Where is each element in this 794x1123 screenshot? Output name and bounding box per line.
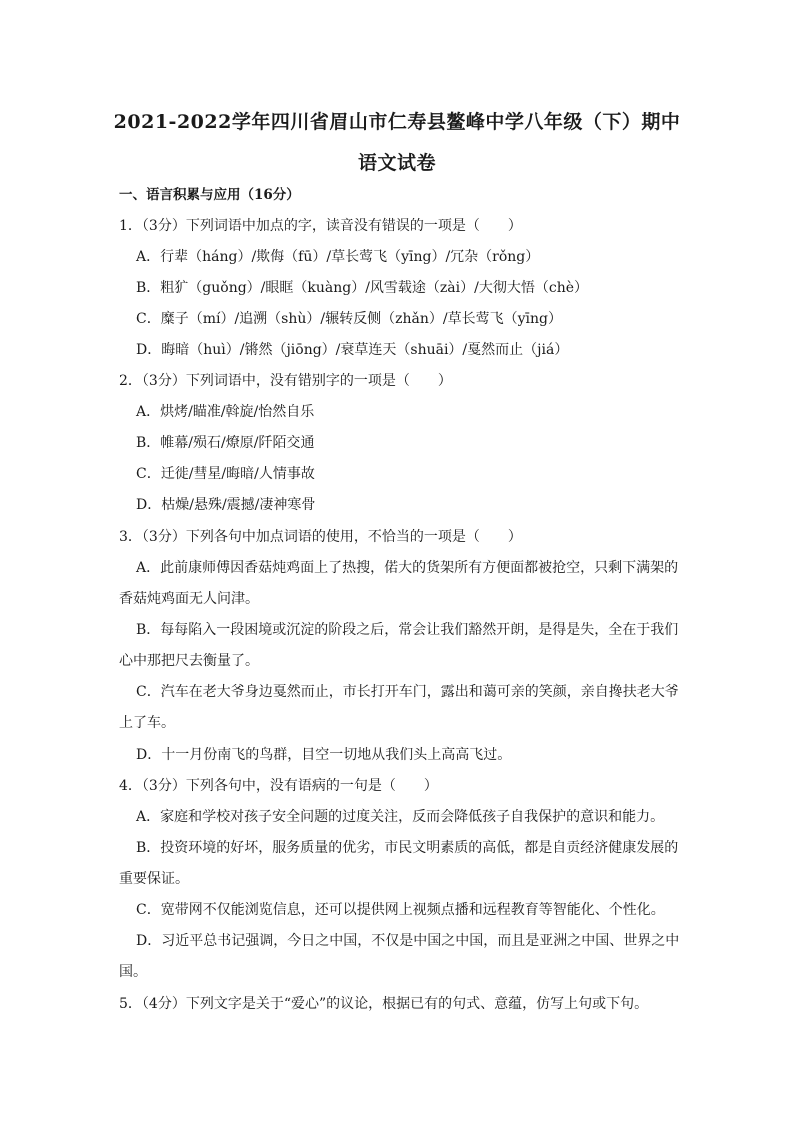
question-2-option-c: C．迁徙/彗星/晦暗/人情事故 [136,466,315,482]
question-3-option-b: B．每每陷入一段困境或沉淀的阶段之后，常会让我们豁然开朗，是得是失，全在于我们 [136,622,679,638]
question-2-option-d: D．枯燥/悬殊/震撼/凄神寒骨 [136,497,316,513]
question-3-stem: 3．（3分）下列各句中加点词语的使用，不恰当的一项是（ ） [119,529,522,545]
question-1-option-a: A．行辈（háng）/欺侮（fū）/草长莺飞（yīng）/冗杂（rǒng） [136,249,540,265]
question-1-option-d: D．晦暗（huì）/锵然（jiōng）/衰草连天（shuāi）/戛然而止（jiá） [136,342,569,358]
question-1-option-b: B．粗犷（guǒng）/眼眶（kuàng）/风雪载途（zài）/大彻大悟（chè） [136,280,588,296]
question-2-option-b: B．帷幕/殒石/燎原/阡陌交通 [136,435,315,451]
question-4-option-b: B．投资环境的好坏，服务质量的优劣，市民文明素质的高低，都是自贡经济健康发展的 [136,840,679,856]
question-4-option-a: A．家庭和学校对孩子安全问题的过度关注，反而会降低孩子自我保护的意识和能力。 [136,809,665,825]
question-4-option-d: D．习近平总书记强调，今日之中国，不仅是中国之中国，而且是亚洲之中国、世界之中 [136,933,680,949]
question-3-option-c: C．汽车在老大爷身边戛然而止，市长打开车门，露出和蔼可亲的笑颜，亲自搀扶老大爷 [136,684,679,700]
question-4-option-d-cont: 国。 [119,964,147,980]
exam-title-line1: 2021-2022学年四川省眉山市仁寿县鳌峰中学八年级（下）期中 [113,111,681,133]
question-2-option-a: A．烘烤/瞄准/斡旋/怡然自乐 [136,404,315,420]
question-4-option-c: C．宽带网不仅能浏览信息，还可以提供网上视频点播和远程教育等智能化、个性化。 [136,902,665,918]
question-3-option-c-cont: 上了车。 [119,715,175,731]
question-5-stem: 5．（4分）下列文字是关于“爱心”的议论，根据已有的句式、意蕴，仿写上句或下句。 [119,996,649,1012]
exam-title-line2: 语文试卷 [357,152,436,174]
question-3-option-a-cont: 香菇炖鸡面无人问津。 [119,591,259,607]
question-1-stem: 1．（3分）下列词语中加点的字，读音没有错误的一项是（ ） [119,218,522,234]
question-3-option-a: A．此前康师傅因香菇炖鸡面上了热搜，偌大的货架所有方便面都被抢空，只剩下满架的 [136,560,679,576]
question-1-option-c: C．糜子（mí）/追溯（shù）/辗转反侧（zhǎn）/草长莺飞（yīng） [136,311,562,327]
question-4-stem: 4．（3分）下列各句中，没有语病的一句是（ ） [119,778,438,794]
question-3-option-d: D．十一月份南飞的鸟群，目空一切地从我们头上高高飞过。 [136,747,512,763]
question-4-option-b-cont: 重要保证。 [119,871,189,887]
section-heading: 一、语言积累与应用（16分） [119,187,300,203]
question-3-option-b-cont: 心中那把尺去衡量了。 [119,653,259,669]
question-2-stem: 2．（3分）下列词语中，没有错别字的一项是（ ） [119,373,452,389]
